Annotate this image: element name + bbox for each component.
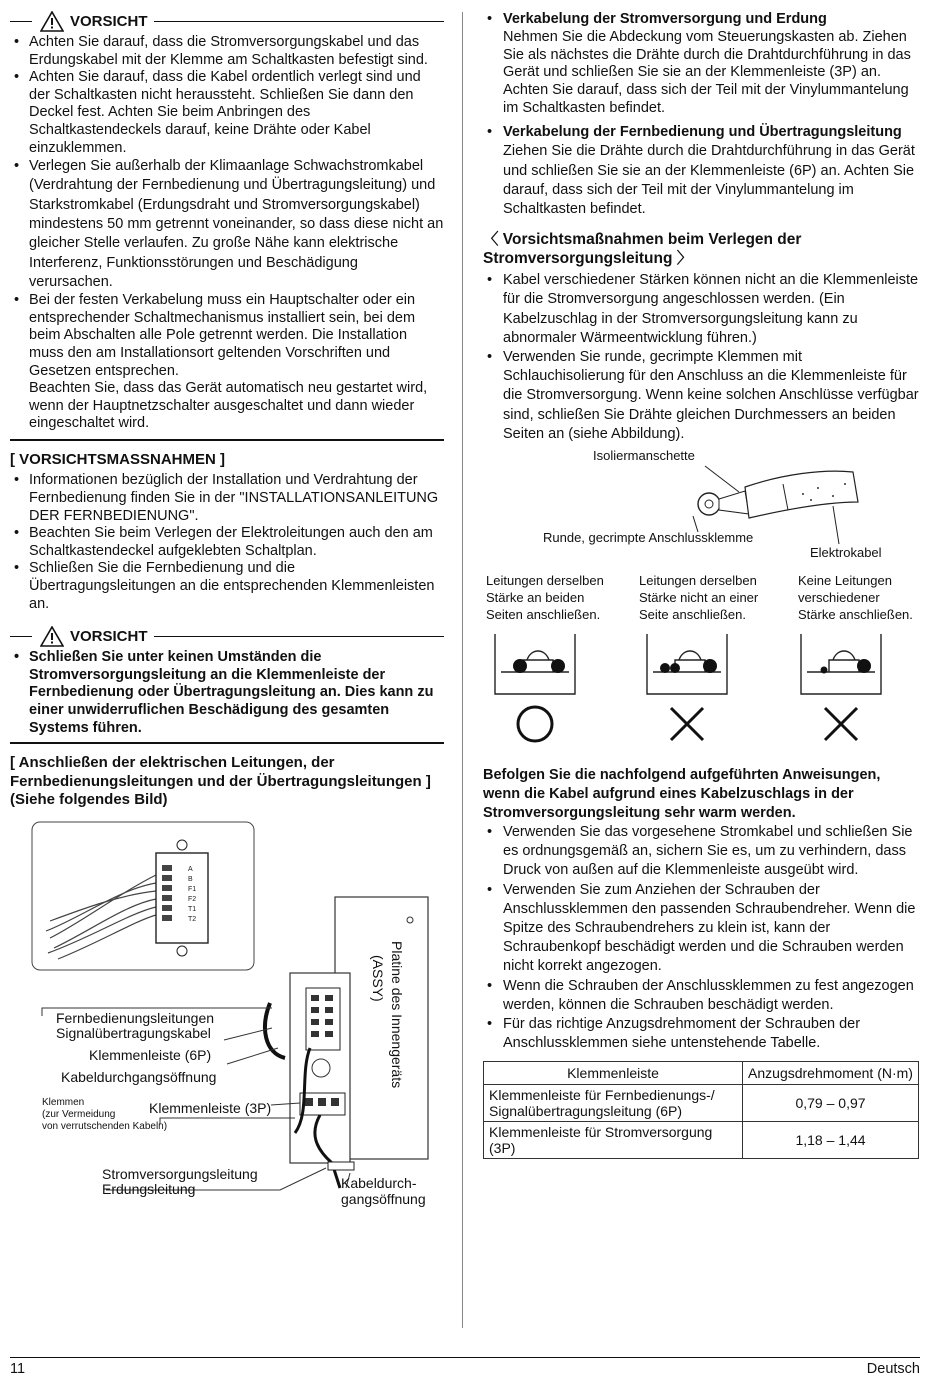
terminal-label: F2 <box>188 895 197 903</box>
caution-header <box>10 625 444 647</box>
terminal-label: A <box>188 865 193 873</box>
remote-label: Fernbedienungsleitungen <box>56 1009 215 1026</box>
signal-label: Signalübertragungskabel <box>56 1024 211 1041</box>
clamp-label-3: von verrutschenden Kabeln) <box>42 1120 168 1132</box>
terminal-label: B <box>188 875 193 883</box>
right-column <box>483 10 920 1159</box>
table-row <box>484 1122 919 1159</box>
warning-triangle-icon <box>40 626 64 647</box>
insulation-label: Isoliermanschette <box>593 448 695 464</box>
item-text: Ziehen Sie die Drähte durch die Drahtdurchführung in das Gerät und schließen Sie sie an der Klemmenleiste (6P) an. Achten Sie darauf, dass sich der Teil mit der Vinylummantelung im Schaltkasten befindet. <box>503 143 915 217</box>
item-title: • Verkabelung der Stromversorgung und Erdung <box>503 11 827 27</box>
list-item: • Schließen Sie die Fernbedienung und die Übertragungsleitungen an die entsprechenden Klemmenleisten an. <box>10 560 444 613</box>
divider <box>10 439 444 441</box>
case-label: Keine Leitungen <box>798 573 892 589</box>
caution-title: VORSICHT <box>70 12 148 30</box>
table-cell: 1,18 – 1,44 <box>743 1122 919 1159</box>
torque-table <box>483 1061 919 1159</box>
list-item: • Bei der festen Verkabelung muss ein Hauptschalter oder ein entsprechender Schaltmechanismus installiert sein, bei dem beim Abschalten alle Pole getrennt werden. Die Installation muss den am Installationsort geltenden Vorschriften und Gesetzen entsprechen. <box>10 292 444 380</box>
case-label: Stärke an beiden <box>486 590 585 606</box>
list-item <box>483 123 920 219</box>
ng-cross-icon <box>671 708 703 740</box>
list-item: • Achten Sie darauf, dass die Stromversorgungskabel und das Erdungskabel mit der Klemme am Schaltkasten befestigt sind. <box>10 34 444 69</box>
list-item: • Achten Sie darauf, dass die Kabel ordentlich verlegt sind und der Schaltkasten nicht heraussteht. Schließen Sie dann den Deckel fest. Achten Sie beim Anbringen des Schaltkastendeckels darauf, keine Drähte oder Kabel einzuklemmen. <box>10 69 444 157</box>
warning-triangle-icon <box>40 11 64 32</box>
terminal-label: T2 <box>188 915 197 923</box>
case-label: Leitungen derselben <box>639 573 757 589</box>
terminal-label: F1 <box>188 885 197 893</box>
column-divider <box>462 12 463 1328</box>
list-item: • Verwenden Sie das vorgesehene Stromkabel und schließen Sie es ordnungsgemäß an, sichern Sie es, um zu verhindern, dass Druck von außen auf die Klemmenleiste ausgeübt wird. <box>483 823 920 881</box>
list-item: • Beachten Sie beim Verlegen der Elektroleitungen auch den am Schaltkastendeckel aufgeklebten Schaltplan. <box>10 525 444 560</box>
section-title: 〈 Vorsichtsmaßnahmen beim Verlegen der Stromversorgungsleitung 〉 <box>483 231 802 267</box>
case-label: Stärke nicht an einer <box>639 590 759 606</box>
case-label: Seiten anschließen. <box>486 607 601 623</box>
page-number: 11 <box>10 1361 26 1377</box>
case-label: Seite anschließen. <box>639 607 746 623</box>
item-title: • Verkabelung der Fernbedienung und Übertragungsleitung <box>503 124 902 141</box>
platine-label: Platine des Innengeräts <box>389 940 405 1088</box>
column-header: Klemmenleiste <box>484 1062 743 1085</box>
cable-hole-label-2: Kabeldurch- <box>341 1174 417 1191</box>
restart-note: Beachten Sie, dass das Gerät automatisch neu gestartet wird, wenn der Hauptnetzschalter ausgeschaltet und dann wieder eingeschaltet wird. <box>29 380 428 432</box>
list-item: • Informationen bezüglich der Installation und Verdrahtung der Fernbedienung finden Sie in der "INSTALLATIONSANLEITUNG DER FERNBEDIENUNG". <box>10 472 444 525</box>
table-row <box>484 1085 919 1122</box>
wiring-diagram <box>10 813 444 1233</box>
cable-label: Elektrokabel <box>810 545 882 561</box>
case-label: verschiedener <box>798 590 880 606</box>
table-header-row <box>484 1062 919 1085</box>
ng-cross-icon <box>825 708 857 740</box>
list-item: • Für das richtige Anzugsdrehmoment der Schrauben der Anschlussklemmen siehe untenstehende Tabelle. <box>483 1015 920 1053</box>
section-title: [ Anschließen der elektrischen Leitungen, der Fernbedienungsleitungen und der Übertragungsleitungen ] (Siehe folgendes Bild) <box>10 754 431 809</box>
terminal-label: T1 <box>188 905 197 913</box>
power-line-label: Stromversorgungsleitung <box>102 1165 258 1182</box>
footer-divider <box>10 1357 920 1358</box>
ground-line-label: Erdungsleitung <box>102 1180 196 1197</box>
caution-header <box>10 10 444 32</box>
crimp-terminal-label: Runde, gecrimpte Anschlussklemme <box>543 530 754 546</box>
case-label: Leitungen derselben <box>486 573 604 589</box>
list-item: • Verlegen Sie außerhalb der Klimaanlage Schwachstromkabel (Verdrahtung der Fernbedienung und Übertragungsleitung) und Starkstromkabel (Erdungsdraht und Stromversorgungskabel) mindestens 50 mm getrennt voneinander, so dass diese nicht an gleicher Stelle verlaufen. Zu große Nähe kann elektrische Interferenz, Funktionsstörungen und Beschädigung verursachen. <box>10 157 444 292</box>
platine-label-assy: (ASSY) <box>370 954 386 1002</box>
cable-hole-label-2b: gangsöffnung <box>341 1190 426 1207</box>
language-label: Deutsch <box>866 1361 920 1377</box>
terminal-6p-label: Klemmenleiste (6P) <box>89 1046 212 1063</box>
table-cell: 0,79 – 0,97 <box>743 1085 919 1122</box>
divider <box>10 742 444 744</box>
table-cell: Klemmenleiste für Fernbedienungs-/ Signalübertragungsleitung (6P) <box>484 1085 743 1122</box>
list-item <box>483 10 920 117</box>
list-item: • Schließen Sie unter keinen Umständen die Stromversorgungsleitung an die Klemmenleiste der Fernbedienung oder Übertragungsleitung an. Dies kann zu einer unwiderruflichen Beschädigung des gesamten Systems führen. <box>10 649 444 737</box>
caution-title: VORSICHT <box>70 627 148 645</box>
list-item: • Kabel verschiedener Stärken können nicht an die Klemmenleiste für die Stromversorgung angeschlossen werden. (Ein Kabelzuschlag in der Stromversorgungsleitung kann zu abnormaler Wärmeentwicklung führen.) <box>483 271 920 348</box>
cable-hole-label: Kabeldurchgangsöffnung <box>61 1068 217 1085</box>
list-item: • Wenn die Schrauben der Anschlussklemmen zu fest angezogen werden, können die Schrauben beschädigt werden. <box>483 977 920 1015</box>
case-label: Stärke anschließen. <box>798 607 913 623</box>
terminal-3p-label: Klemmenleiste (3P) <box>149 1099 272 1116</box>
ok-circle-icon <box>518 707 552 741</box>
table-cell: Klemmenleiste für Stromversorgung (3P) <box>484 1122 743 1159</box>
item-text: Nehmen Sie die Abdeckung vom Steuerungskasten ab. Ziehen Sie als nächstes die Drähte durch die Drahtdurchführung in das Gerät und schließen Sie sie an der Klemmenleiste (3P) an. Achten Sie darauf, dass sich der Teil mit der Vinylummantelung im Schaltkasten befindet. <box>503 29 911 116</box>
left-column <box>10 10 444 1233</box>
terminal-diagram <box>483 444 920 764</box>
clamp-label-2: (zur Vermeidung <box>42 1108 116 1120</box>
clamp-label: Klemmen <box>42 1096 85 1108</box>
section-title: [ VORSICHTSMASSNAHMEN ] <box>10 450 226 468</box>
column-header: Anzugsdrehmoment (N·m) <box>743 1062 919 1085</box>
follow-instructions: Befolgen Sie die nachfolgend aufgeführten Anweisungen, wenn die Kabel aufgrund eines Kabelzuschlags in der Stromversorgungsleitung sehr warm werden. <box>483 767 881 822</box>
list-item: • Verwenden Sie zum Anziehen der Schrauben der Anschlussklemmen den passenden Schraubendreher. Wenn die Spitze des Schraubendrehers zu klein ist, kann der Schraubenkopf beschädigt werden und die Schrauben werden nicht korrekt angezogen. <box>483 881 920 977</box>
list-item: • Verwenden Sie runde, gecrimpte Klemmen mit Schlauchisolierung für den Anschluss an die Klemmenleiste für die Stromversorgung. Wenn keine solchen Anschlüsse verfügbar sind, schließen Sie Drähte gleichen Durchmessers an beiden Seiten an (siehe Abbildung). <box>483 348 920 444</box>
